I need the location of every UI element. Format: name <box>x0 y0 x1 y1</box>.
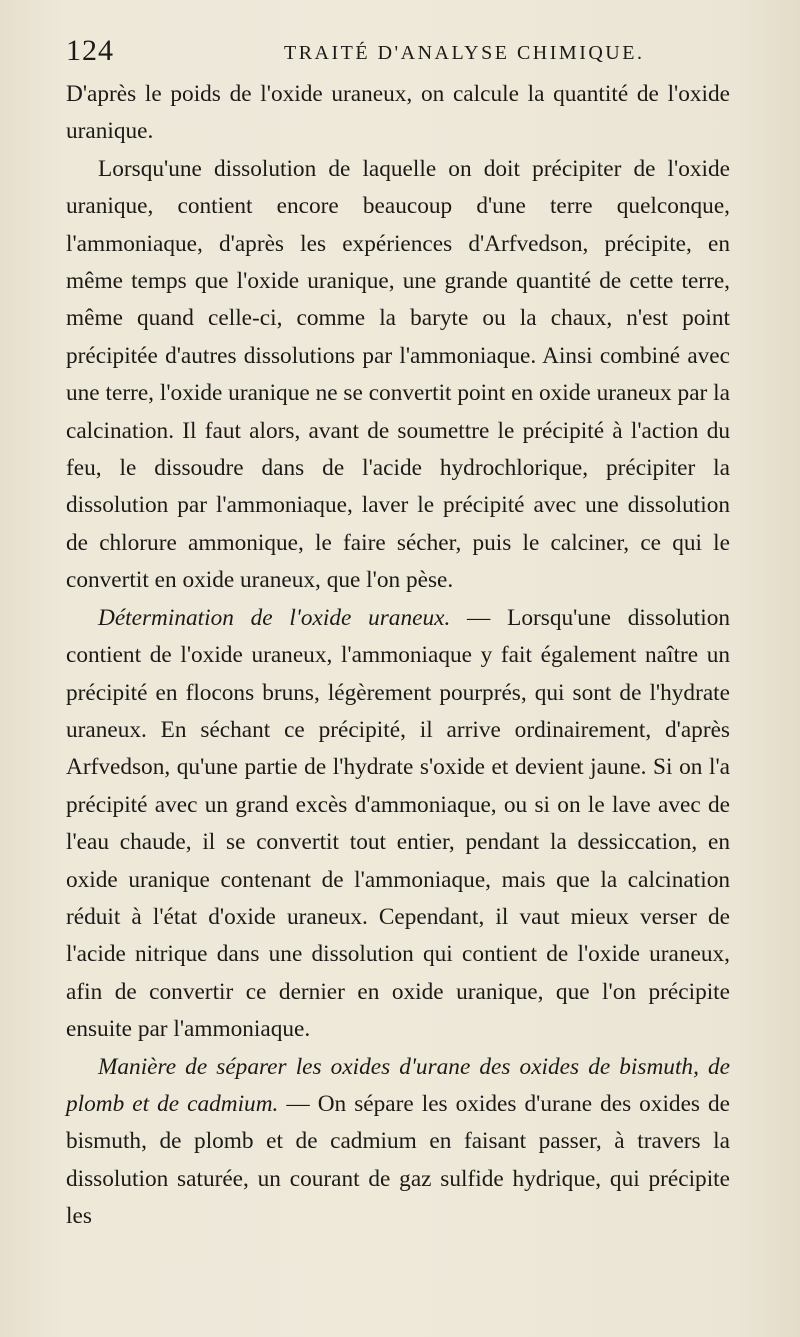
paragraph-4 <box>66 1049 730 1236</box>
page-number: 124 <box>66 34 114 67</box>
paragraph-3-text: — Lorsqu'une dissolution contient de l'oxide uraneux, l'ammoniaque y fait également naître un précipité en flocons bruns, légèrement pourprés, qui sont de l'hydrate uraneux. En séchant ce précipité, il arrive ordinairement, d'après Arfvedson, qu'une partie de l'hydrate s'oxide et devient jaune. Si on l'a précipité avec un grand excès d'ammoniaque, ou si on le lave avec de l'eau chaude, il se convertit tout entier, pendant la dessiccation, en oxide uranique contenant de l'ammoniaque, mais que la calcination réduit à l'état d'oxide uraneux. Cependant, il vaut mieux verser de l'acide nitrique dans une dissolution qui contient de l'oxide uraneux, afin de convertir ce dernier en oxide uranique, que l'on précipite ensuite par l'ammoniaque. <box>66 604 730 1043</box>
page-header <box>66 34 728 74</box>
paragraph-1-text: D'après le poids de l'oxide uraneux, on calcule la quantité de l'oxide uranique. <box>66 81 730 145</box>
section-heading-separation: Manière de séparer les oxides d'urane des oxides de bismuth, de plomb et de cadmium. <box>66 1053 730 1117</box>
section-heading-uraneux: Détermination de l'oxide uraneux. <box>98 604 451 631</box>
paragraph-2 <box>66 151 730 600</box>
paragraph-1 <box>66 76 730 151</box>
paragraph-3 <box>66 600 730 1049</box>
running-title: TRAITÉ D'ANALYSE CHIMIQUE. <box>284 42 645 64</box>
paragraph-2-text: Lorsqu'une dissolution de laquelle on doit précipiter de l'oxide uranique, contient encore beaucoup d'une terre quelconque, l'ammoniaque, d'après les expériences d'Arfvedson, précipite, en même temps que l'oxide uranique, une grande quantité de cette terre, même quand celle-ci, comme la baryte ou la chaux, n'est point précipitée d'autres dissolutions par l'ammoniaque. Ainsi combiné avec une terre, l'oxide uranique ne se convertit point en oxide uraneux par la calcination. Il faut alors, avant de soumettre le précipité à l'action du feu, le dissoudre dans de l'acide hydrochlorique, précipiter la dissolution par l'ammoniaque, laver le précipité avec une dissolution de chlorure ammonique, le faire sécher, puis le calciner, ce qui le convertit en oxide uraneux, que l'on pèse. <box>66 155 730 594</box>
body-text <box>66 76 730 1236</box>
paragraph-4-text: — On sépare les oxides d'urane des oxides de bismuth, de plomb et de cadmium en faisant passer, à travers la dissolution saturée, un courant de gaz sulfide hydrique, qui précipite les <box>66 1090 730 1230</box>
